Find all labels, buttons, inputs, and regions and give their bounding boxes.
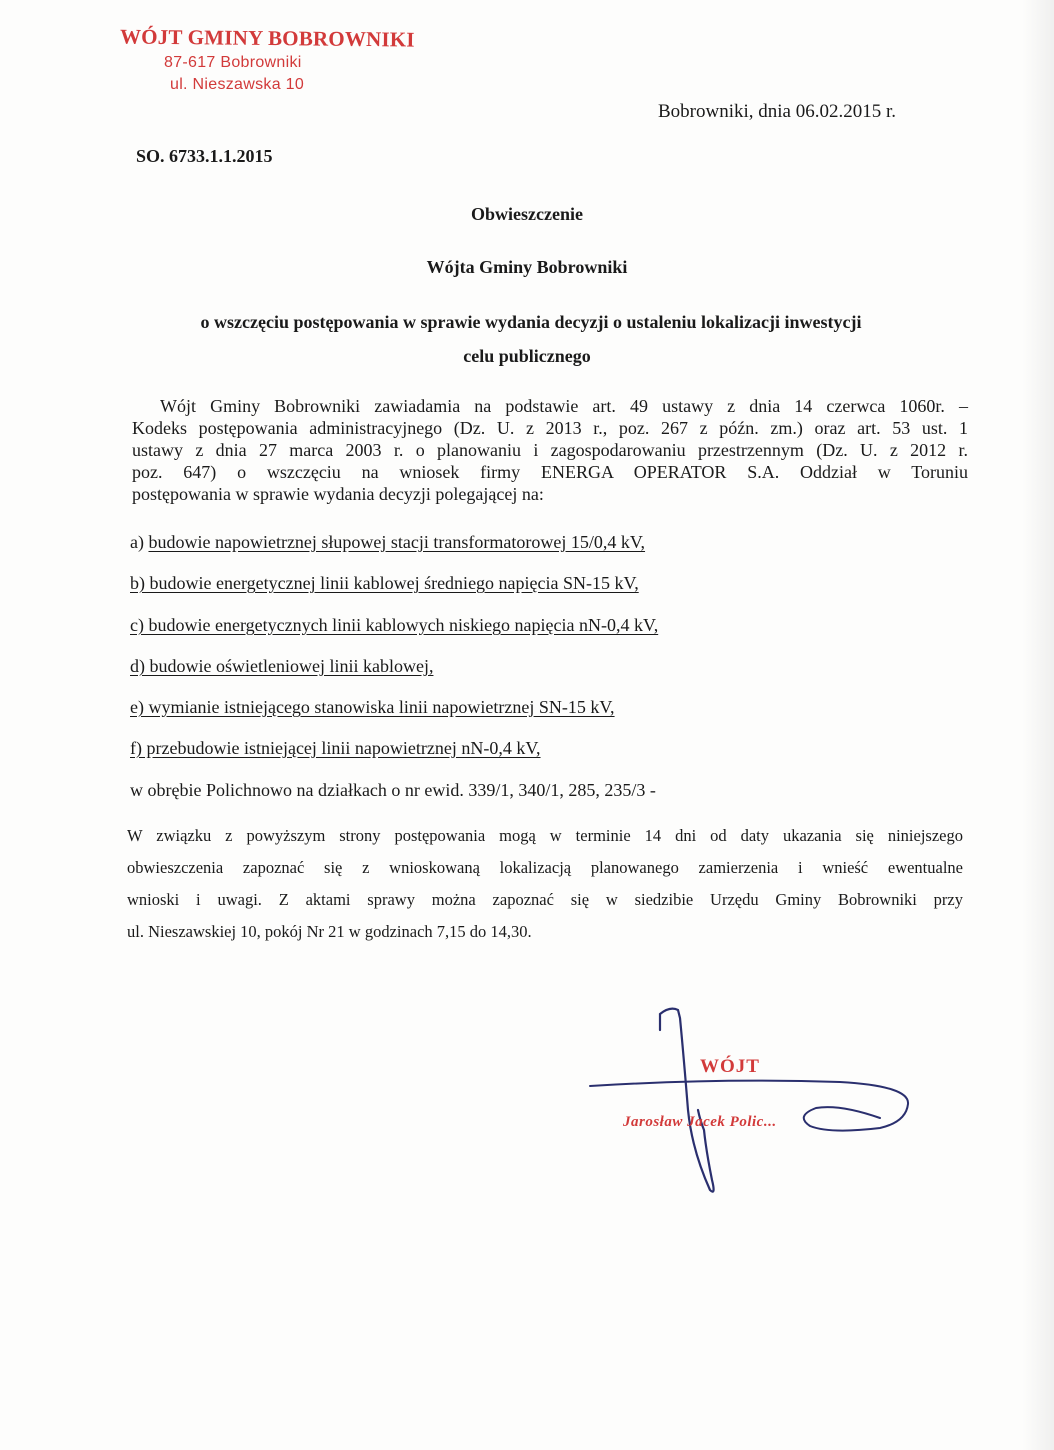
reference-number: SO. 6733.1.1.2015 [136, 146, 273, 166]
list-item-prefix: a) [130, 532, 149, 552]
list-item-text: budowie napowietrznej słupowej stacji transformatorowej 15/0,4 kV, [148, 532, 646, 552]
stamp-postal-line: 87-617 Bobrowniki [164, 54, 302, 71]
closing-line-1: W związku z powyższym strony postępowania mogą w terminie 14 dni od daty ukazania się niniejszego [127, 826, 963, 845]
closing-paragraph [127, 820, 963, 948]
document-subtitle: Wójta Gminy Bobrowniki [426, 257, 628, 277]
intro-line-2: Kodeks postępowania administracyjnego (Dz. U. z 2013 r., poz. 267 z późn. zm.) oraz art. 53 ust. 1 [132, 418, 968, 438]
subject-line-2: celu publicznego [463, 346, 591, 366]
handwritten-signature [580, 1000, 940, 1210]
closing-line-2: obwieszczenia zapoznać się z wnioskowaną lokalizacją planowanego zamierzenia i wnieść ewentualne [127, 858, 963, 877]
closing-line-3: wnioski i uwagi. Z aktami sprawy można zapoznać się w siedzibie Urzędu Gminy Bobrowniki przy [127, 890, 963, 909]
list-item: e) wymianie istniejącego stanowiska linii napowietrznej SN-15 kV, [130, 697, 615, 717]
list-item [130, 532, 645, 553]
document-title: Obwieszczenie [471, 204, 583, 224]
stamp-title: WÓJT GMINY BOBROWNIKI [119, 24, 415, 52]
intro-line-3: ustawy z dnia 27 marca 2003 r. o planowaniu i zagospodarowaniu przestrzennym (Dz. U. z 2012 r. [132, 440, 968, 460]
list-item: c) budowie energetycznych linii kablowych niskiego napięcia nN-0,4 kV, [130, 615, 659, 635]
stamp-street-line: ul. Nieszawska 10 [170, 76, 305, 93]
signatory-title: WÓJT [700, 1056, 760, 1077]
date-line: Bobrowniki, dnia 06.02.2015 r. [658, 101, 897, 122]
intro-line-4: poz. 647) o wszczęciu na wniosek firmy ENERGA OPERATOR S.A. Oddział w Toruniu [132, 462, 968, 482]
intro-line-5: postępowania w sprawie wydania decyzji polegającej na: [132, 484, 544, 504]
list-item: f) przebudowie istniejącej linii napowietrznej nN-0,4 kV, [130, 738, 541, 758]
subject-line-1: o wszczęciu postępowania w sprawie wydania decyzji o ustaleniu lokalizacji inwestycji [200, 312, 862, 332]
intro-paragraph [132, 395, 968, 505]
signatory-name: Jarosław Jacek Polic... [623, 1114, 777, 1130]
parcel-location-line: w obrębie Polichnowo na działkach o nr ewid. 339/1, 340/1, 285, 235/3 - [130, 780, 656, 800]
closing-line-4: ul. Nieszawskiej 10, pokój Nr 21 w godzinach 7,15 do 14,30. [127, 922, 532, 941]
list-item: b) budowie energetycznej linii kablowej średniego napięcia SN-15 kV, [130, 573, 639, 593]
intro-line-1: Wójt Gminy Bobrowniki zawiadamia na podstawie art. 49 ustawy z dnia 14 czerwca 1060r. – [160, 396, 968, 416]
list-item: d) budowie oświetleniowej linii kablowej, [130, 656, 434, 676]
